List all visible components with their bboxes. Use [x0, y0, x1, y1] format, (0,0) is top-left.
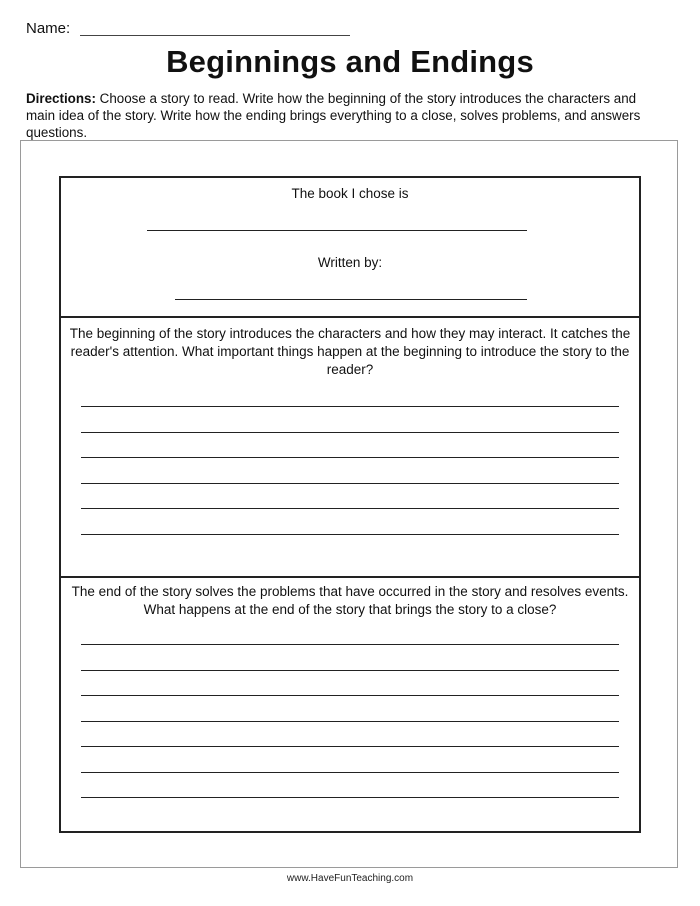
ending-section — [61, 576, 639, 831]
beginning-prompt: The beginning of the story introduces the characters and how they may interact. It catches the reader's attention. What important things happen at the beginning to introduce the story to the reader? — [69, 326, 631, 377]
directions-text: Choose a story to read. Write how the beginning of the story introduces the characters and main idea of the story. Write how the ending brings everything to a close, solves problems, and answers questions. — [26, 91, 641, 140]
directions-label: Directions: — [26, 91, 96, 106]
beginning-answer-line[interactable] — [81, 534, 619, 535]
beginning-answer-line[interactable] — [81, 432, 619, 433]
beginning-answer-line[interactable] — [81, 483, 619, 484]
beginning-answer-line[interactable] — [81, 457, 619, 458]
directions — [26, 90, 666, 141]
author-line[interactable] — [175, 299, 527, 300]
book-chose-label: The book I chose is — [291, 186, 409, 201]
book-section — [61, 178, 639, 316]
ending-answer-line[interactable] — [81, 797, 619, 798]
worksheet-box — [59, 176, 641, 833]
beginning-section — [61, 316, 639, 576]
beginning-answer-line[interactable] — [81, 508, 619, 509]
footer-website: www.HaveFunTeaching.com — [286, 873, 414, 884]
ending-prompt: The end of the story solves the problems that have occurred in the story and resolves events. What happens at the end of the story that brings the story to a close? — [71, 584, 629, 617]
name-label: Name: — [26, 20, 71, 37]
ending-answer-line[interactable] — [81, 670, 619, 671]
ending-answer-line[interactable] — [81, 772, 619, 773]
ending-answer-line[interactable] — [81, 695, 619, 696]
written-by-label: Written by: — [317, 255, 383, 270]
beginning-answer-line[interactable] — [81, 406, 619, 407]
name-field-line[interactable] — [80, 35, 350, 36]
book-title-line[interactable] — [147, 230, 527, 231]
ending-answer-line[interactable] — [81, 721, 619, 722]
page-title: Beginnings and Endings — [166, 44, 534, 79]
ending-answer-line[interactable] — [81, 746, 619, 747]
ending-answer-line[interactable] — [81, 644, 619, 645]
